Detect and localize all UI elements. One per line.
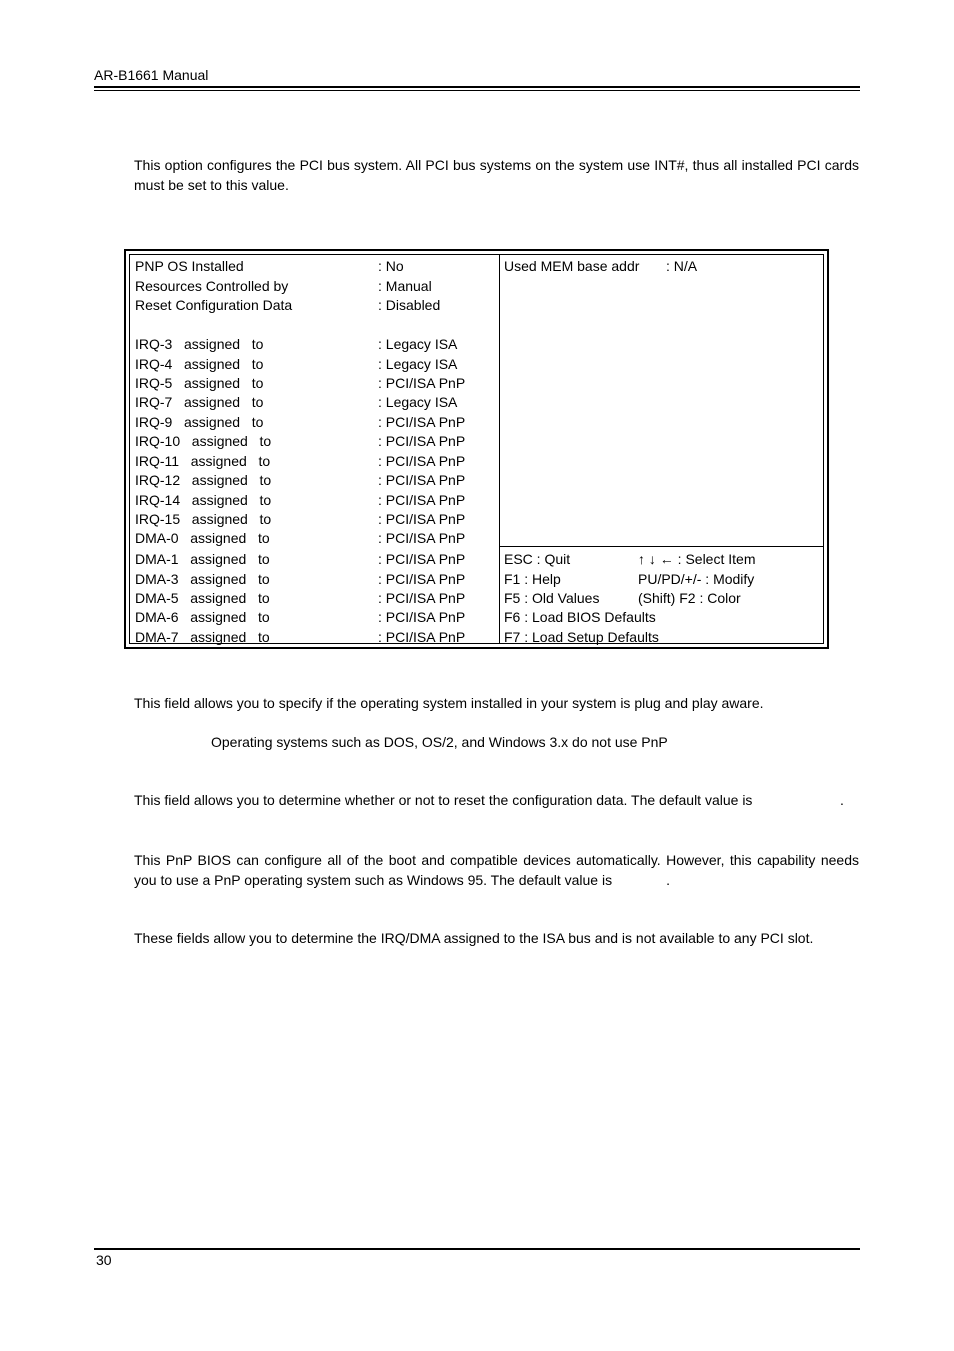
- bios-setting-value[interactable]: : Disabled: [378, 297, 441, 313]
- irq-dma-description: These fields allow you to determine the IRQ/DMA assigned to the ISA bus and is not available to any PCI slot.: [134, 930, 814, 946]
- bios-setting-label: IRQ-11 assigned to: [135, 453, 271, 469]
- bios-setting-value[interactable]: : PCI/ISA PnP: [378, 414, 466, 430]
- header-title: AR-B1661 Manual: [94, 67, 209, 83]
- bios-setting-label: DMA-1 assigned to: [135, 551, 270, 567]
- bios-setting-value[interactable]: : Legacy ISA: [378, 356, 458, 372]
- bios-setting-value[interactable]: : PCI/ISA PnP: [378, 571, 466, 587]
- bios-setting-label: IRQ-15 assigned to: [135, 511, 272, 527]
- bios-setting-value[interactable]: : Legacy ISA: [378, 336, 458, 352]
- bios-setting-label: IRQ-14 assigned to: [135, 492, 272, 508]
- bios-setting-label: IRQ-5 assigned to: [135, 375, 264, 391]
- bios-column-divider: [499, 255, 500, 643]
- help-description: (Shift) F2 : Color: [638, 590, 741, 606]
- bios-setup-screen: [124, 249, 829, 649]
- header-rule-thin: [94, 90, 860, 91]
- bios-setting-value[interactable]: : PCI/ISA PnP: [378, 590, 466, 606]
- reset-config-description: This field allows you to determine whether or not to reset the configuration data. The default value is: [134, 792, 753, 808]
- bios-setting-value[interactable]: : PCI/ISA PnP: [378, 530, 466, 546]
- bios-setup-inner-frame: [129, 254, 824, 644]
- bios-setting-label: IRQ-12 assigned to: [135, 472, 272, 488]
- resources-controlled-text: This PnP BIOS can configure all of the boot and compatible devices automatically. However, this capability needs you to use a PnP operating system such as Windows 95. The default value is: [134, 852, 859, 888]
- bios-setting-label: IRQ-7 assigned to: [135, 394, 264, 410]
- bios-setting-value[interactable]: : Legacy ISA: [378, 394, 458, 410]
- bios-setting-label: IRQ-3 assigned to: [135, 336, 264, 352]
- reset-config-period: .: [840, 792, 844, 808]
- used-mem-base-addr-value[interactable]: : N/A: [666, 258, 698, 274]
- bios-setting-value[interactable]: : PCI/ISA PnP: [378, 453, 466, 469]
- header-rule-thick: [94, 86, 860, 88]
- used-mem-base-addr-label: Used MEM base addr: [504, 258, 640, 274]
- bios-setting-label: IRQ-9 assigned to: [135, 414, 264, 430]
- footer-rule: [94, 1248, 860, 1250]
- bios-setting-label: DMA-6 assigned to: [135, 609, 270, 625]
- bios-setting-label: DMA-5 assigned to: [135, 590, 270, 606]
- resources-controlled-period: .: [666, 871, 670, 888]
- bios-setting-value[interactable]: : Manual: [378, 278, 432, 294]
- help-key: F6 : Load BIOS Defaults: [504, 609, 656, 625]
- bios-setting-label: PNP OS Installed: [135, 258, 244, 274]
- bios-setting-value[interactable]: : PCI/ISA PnP: [378, 551, 466, 567]
- bios-setting-value[interactable]: : No: [378, 258, 404, 274]
- bios-setting-label: DMA-3 assigned to: [135, 571, 270, 587]
- resources-controlled-description: [134, 851, 859, 890]
- intro-paragraph: This option configures the PCI bus system. All PCI bus systems on the system use INT#, thus all installed PCI cards must be set to this value.: [134, 157, 859, 193]
- help-key: ESC : Quit: [504, 551, 571, 567]
- help-key: F1 : Help: [504, 571, 561, 587]
- page-number: 30: [96, 1252, 112, 1268]
- bios-setting-label: IRQ-10 assigned to: [135, 433, 272, 449]
- bios-help-divider: [499, 546, 823, 547]
- pnp-os-note: Operating systems such as DOS, OS/2, and Windows 3.x do not use PnP: [211, 734, 668, 750]
- bios-setting-label: Reset Configuration Data: [135, 297, 293, 313]
- bios-setting-label: DMA-0 assigned to: [135, 530, 270, 546]
- bios-setting-value[interactable]: : PCI/ISA PnP: [378, 472, 466, 488]
- bios-setting-label: Resources Controlled by: [135, 278, 289, 294]
- bios-setting-label: IRQ-4 assigned to: [135, 356, 264, 372]
- bios-setting-value[interactable]: : PCI/ISA PnP: [378, 492, 466, 508]
- help-description: PU/PD/+/- : Modify: [638, 571, 755, 587]
- bios-setting-label: DMA-7 assigned to: [135, 629, 270, 645]
- bios-setting-value[interactable]: : PCI/ISA PnP: [378, 629, 466, 645]
- bios-setting-value[interactable]: : PCI/ISA PnP: [378, 375, 466, 391]
- pnp-os-description: This field allows you to specify if the operating system installed in your system is plug and play aware.: [134, 695, 764, 711]
- bios-setting-value[interactable]: : PCI/ISA PnP: [378, 433, 466, 449]
- bios-setting-value[interactable]: : PCI/ISA PnP: [378, 609, 466, 625]
- help-description: ↑ ↓ ← : Select Item: [638, 551, 756, 567]
- help-key: F7 : Load Setup Defaults: [504, 629, 659, 645]
- help-key: F5 : Old Values: [504, 590, 600, 606]
- bios-setting-value[interactable]: : PCI/ISA PnP: [378, 511, 466, 527]
